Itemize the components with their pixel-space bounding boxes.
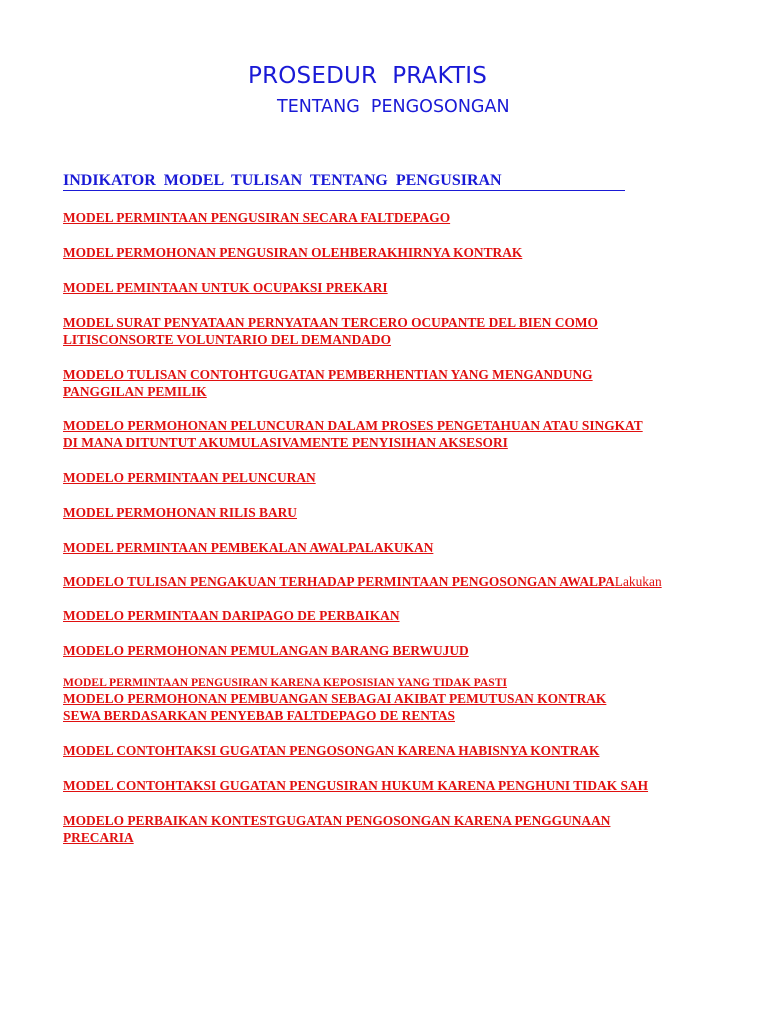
model-link[interactable]: MODELO PERMOHONAN PELUNCURAN DALAM PROSES PENGETAHUAN ATAU SINGKAT DI MANA DITUNTUT AKUMULASIVAMENTE PENYISIHAN AKSESORI xyxy=(63,418,643,450)
model-link[interactable]: MODELO PERMOHONAN PEMULANGAN BARANG BERWUJUD xyxy=(63,643,469,658)
model-link[interactable]: MODEL PEMINTAAN UNTUK OCUPAKSI PREKARI xyxy=(63,280,388,295)
model-link[interactable]: MODEL PERMOHONAN RILIS BARU xyxy=(63,505,297,520)
model-link[interactable]: MODEL CONTOHTAKSI GUGATAN PENGOSONGAN KARENA HABISNYA KONTRAK xyxy=(63,743,600,758)
model-link[interactable]: MODEL PERMOHONAN PENGUSIRAN OLEHBERAKHIRNYA KONTRAK xyxy=(63,245,523,260)
model-link[interactable]: MODELO PERMOHONAN PEMBUANGAN SEBAGAI AKIBAT PEMUTUSAN KONTRAK SEWA BERDASARKAN PENYEBAB FALTDEPAGO DE RENTAS xyxy=(63,691,607,723)
model-link[interactable]: MODELO PERMINTAAN DARIPAGO DE PERBAIKAN xyxy=(63,608,400,623)
model-link[interactable]: MODEL PERMINTAAN PENGUSIRAN SECARA FALTDEPAGO xyxy=(63,210,451,225)
document-title: PROSEDUR PRAKTIS xyxy=(248,63,488,89)
document-subtitle: TENTANG PENGOSONGAN xyxy=(277,97,510,117)
model-link[interactable]: MODEL SURAT PENYATAAN PERNYATAAN TERCERO OCUPANTE DEL BIEN COMO LITISCONSORTE VOLUNTARIO DEL DEMANDADO xyxy=(63,315,598,347)
model-link[interactable]: MODEL PERMINTAAN PENGUSIRAN KARENA KEPOSISIAN YANG TIDAK PASTI xyxy=(63,676,507,689)
section-heading: INDIKATOR MODEL TULISAN TENTANG PENGUSIRAN xyxy=(63,171,625,191)
model-link[interactable]: MODELO TULISAN CONTOHTGUGATAN PEMBERHENTIAN YANG MENGANDUNG PANGGILAN PEMILIK xyxy=(63,367,593,399)
model-link[interactable]: MODEL PERMINTAAN PEMBEKALAN AWALPALAKUKAN xyxy=(63,540,434,555)
model-link[interactable]: MODEL CONTOHTAKSI GUGATAN PENGUSIRAN HUKUM KARENA PENGHUNI TIDAK SAH xyxy=(63,778,649,793)
model-link[interactable]: MODELO PERMINTAAN PELUNCURAN xyxy=(63,470,316,485)
model-link-list xyxy=(63,209,753,846)
model-link[interactable]: MODELO TULISAN PENGAKUAN TERHADAP PERMINTAAN PENGOSONGAN AWALPALakukan xyxy=(63,574,662,589)
model-link[interactable]: MODELO PERBAIKAN KONTESTGUGATAN PENGOSONGAN KARENA PENGGUNAAN PRECARIA xyxy=(63,813,611,845)
